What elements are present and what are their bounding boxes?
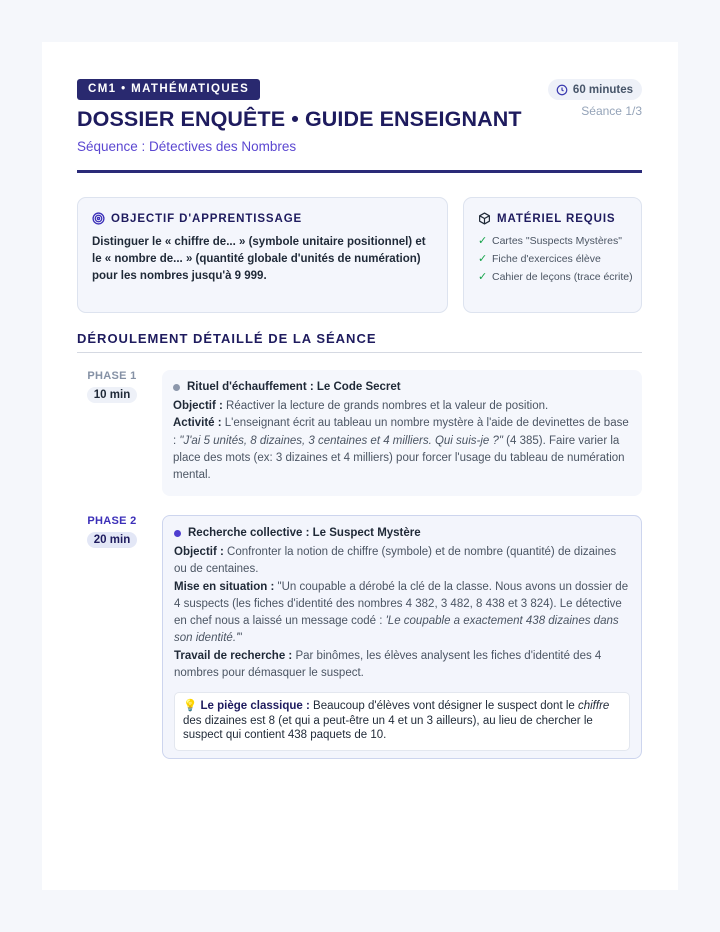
- info-cards: [77, 197, 642, 313]
- bullet-dot-icon: [173, 384, 180, 391]
- phase-meta: [77, 370, 147, 403]
- activity-rest: (4 385). Faire varier la place des mots (ex: 3 dizaines et 4 milliers) pour forcer l'usage du tableau de numération mental.: [173, 434, 625, 482]
- list-item: [478, 251, 638, 267]
- phase-box: [162, 370, 642, 496]
- phase-box: [162, 515, 642, 759]
- phase-objective: [173, 398, 631, 415]
- phase-time-badge: 10 min: [87, 387, 137, 403]
- phase-situation: [174, 579, 630, 648]
- check-icon: ✓: [478, 253, 488, 265]
- material-heading: [478, 212, 616, 225]
- material-item: Cartes "Suspects Mystères": [492, 235, 622, 247]
- activity-quote: "J'ai 5 unités, 8 dizaines, 3 centaines et 4 milliers. Qui suis-je ?": [179, 434, 503, 447]
- phase-title-text: Rituel d'échauffement : Le Code Secret: [187, 381, 401, 393]
- seance-indicator: Séance 1/3: [581, 104, 642, 118]
- phase-meta: [77, 515, 147, 548]
- material-item: Fiche d'exercices élève: [492, 253, 601, 265]
- target-icon: [92, 212, 105, 225]
- document-header: [77, 79, 642, 173]
- phase-research: [174, 648, 630, 683]
- tip-emphasis: chiffre: [577, 700, 610, 713]
- objective-text: Distinguer le « chiffre de... » (symbole unitaire positionnel) et le « nombre de... » (quantité globale d'unités de numération) pour les nombres jusqu'à 9 999.: [92, 236, 426, 282]
- box-icon: [478, 212, 491, 225]
- sequence-subtitle: Séquence : Détectives des Nombres: [77, 139, 297, 154]
- bullet-dot-icon: [174, 530, 181, 537]
- phase-title-text: Recherche collective : Le Suspect Mystère: [188, 527, 421, 539]
- objective-label: Objectif :: [173, 400, 223, 412]
- objective-label: Objectif :: [174, 546, 224, 558]
- situation-text: "Un coupable a dérobé la clé de la classe. Nous avons un dossier de 4 suspects (les fiches d'identité des nombres 4 382, 3 482, 8 438 et 3 824). Le détective en chef nous a laissé un message codé :: [174, 580, 629, 628]
- tip-label: Le piège classique :: [200, 700, 310, 713]
- duration-badge: [548, 79, 642, 100]
- tip-text: Beaucoup d'élèves vont désigner le suspect dont le: [309, 700, 578, 713]
- tip-text-end: des dizaines est 8 (et qui a peut-être un 4 et un 3 ailleurs), au lieu de chercher le suspect qui contient 438 paquets de 10.: [183, 714, 593, 742]
- check-icon: ✓: [478, 235, 488, 247]
- material-card: [463, 197, 642, 313]
- objective-heading: [92, 212, 302, 225]
- situation-quote: 'Le coupable a exactement 438 dizaines dans son identité.': [174, 615, 619, 645]
- situation-label: Mise en situation :: [174, 580, 275, 593]
- section-heading: DÉROULEMENT DÉTAILLÉ DE LA SÉANCE: [77, 331, 642, 353]
- list-item: [478, 269, 638, 285]
- tip-box: [174, 692, 630, 751]
- phase-title: [173, 381, 631, 393]
- research-text: Par binômes, les élèves analysent les fiches d'identité des 4 nombres pour démasquer le suspect.: [174, 649, 602, 680]
- duration-label: 60 minutes: [572, 83, 633, 96]
- research-label: Travail de recherche :: [174, 649, 293, 662]
- phase-objective: [174, 544, 630, 579]
- phase-title: [174, 527, 630, 539]
- objective-heading-label: OBJECTIF D'APPRENTISSAGE: [111, 212, 303, 225]
- clock-icon: [556, 84, 568, 96]
- page: [42, 42, 678, 890]
- phase-label: PHASE 2: [87, 515, 137, 527]
- material-list: [478, 233, 638, 287]
- lightbulb-icon: 💡: [183, 700, 198, 713]
- document-content: [77, 79, 642, 742]
- material-heading-label: MATÉRIEL REQUIS: [497, 212, 616, 225]
- material-item: Cahier de leçons (trace écrite): [492, 271, 633, 283]
- objective-text: Confronter la notion de chiffre (symbole) et de nombre (quantité) de dizaines ou de centaines.: [174, 546, 617, 576]
- activity-text: L'enseignant écrit au tableau un nombre mystère à l'aide de devinettes de base :: [173, 417, 629, 447]
- phase-label: PHASE 1: [87, 370, 137, 382]
- objective-text: Réactiver la lecture de grands nombres et la valeur de position.: [222, 400, 549, 412]
- check-icon: ✓: [478, 271, 488, 283]
- objective-card: [77, 197, 448, 313]
- list-item: [478, 233, 638, 249]
- phase-time-badge: 20 min: [87, 532, 137, 548]
- page-title: DOSSIER ENQUÊTE • GUIDE ENSEIGNANT: [77, 107, 522, 131]
- subject-tag: CM1 • MATHÉMATIQUES: [77, 79, 260, 100]
- situation-end: ": [238, 632, 243, 645]
- activity-label: Activité :: [173, 417, 222, 430]
- phase-activity: [173, 415, 631, 484]
